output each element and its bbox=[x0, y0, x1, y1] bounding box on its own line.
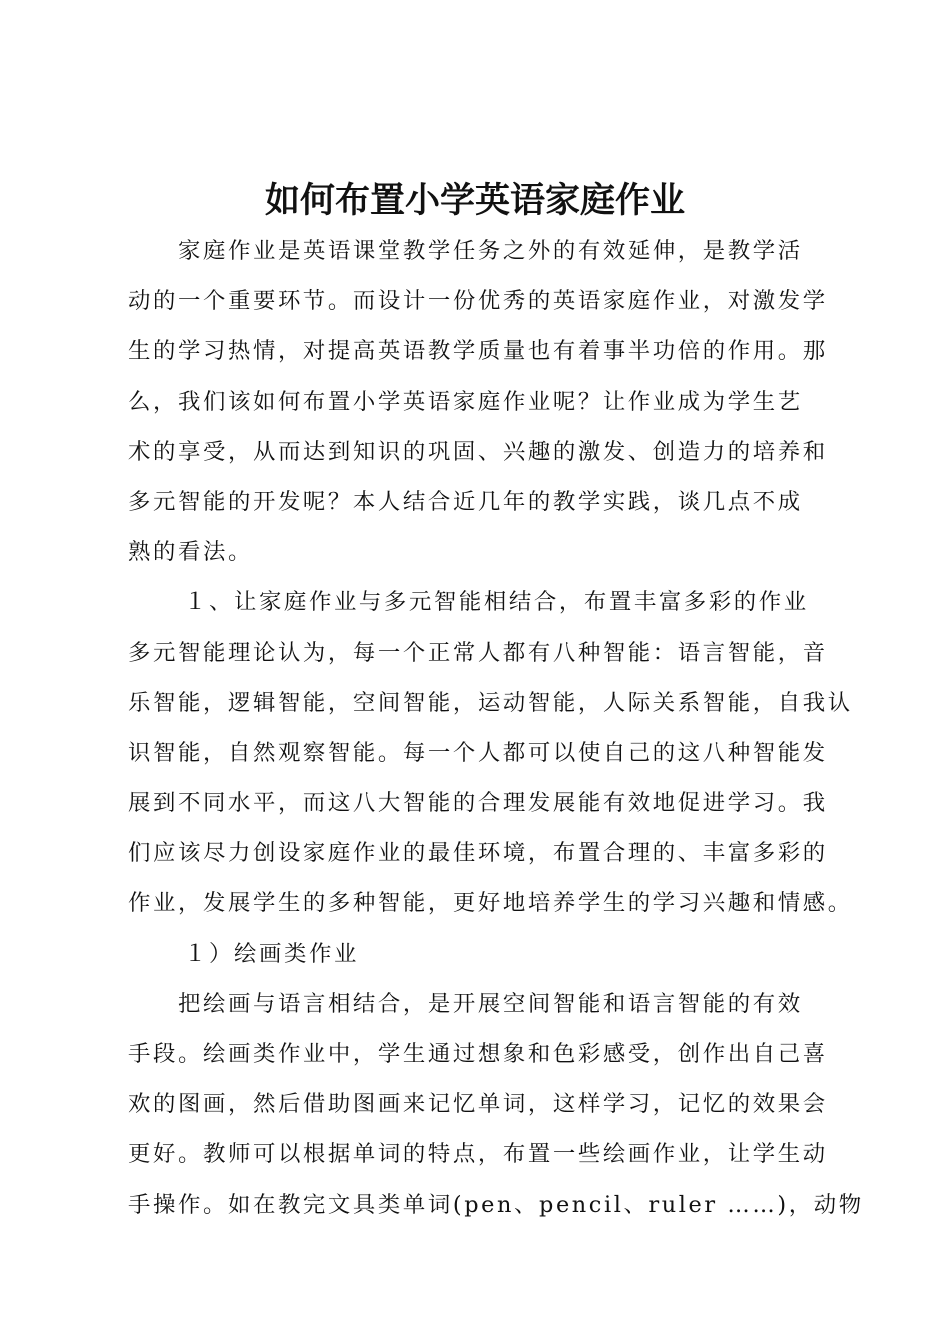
paragraph-line: 手操作。如在教完文具类单词(pen、pencil、ruler ……)，动物 bbox=[128, 1191, 864, 1218]
paragraph-line: 家庭作业是英语课堂教学任务之外的有效延伸，是教学活 bbox=[178, 238, 803, 264]
document-title: 如何布置小学英语家庭作业 bbox=[264, 180, 685, 221]
section-heading: １、让家庭作业与多元智能相结合，布置丰富多彩的作业 bbox=[184, 589, 809, 616]
paragraph-line: 更好。教师可以根据单词的特点，布置一些绘画作业，让学生动 bbox=[128, 1141, 828, 1168]
paragraph-line: 多元智能理论认为，每一个正常人都有八种智能：语言智能，音 bbox=[128, 639, 828, 666]
paragraph-line: 把绘画与语言相结合，是开展空间智能和语言智能的有效 bbox=[178, 990, 803, 1017]
subsection-heading: １）绘画类作业 bbox=[184, 940, 359, 967]
paragraph-line: 动的一个重要环节。而设计一份优秀的英语家庭作业，对激发学 bbox=[128, 288, 828, 315]
paragraph-line: 作业，发展学生的多种智能，更好地培养学生的学习兴趣和情感。 bbox=[128, 890, 853, 917]
paragraph-line: 们应该尽力创设家庭作业的最佳环境，布置合理的、丰富多彩的 bbox=[128, 840, 828, 867]
paragraph-line: 乐智能，逻辑智能，空间智能，运动智能，人际关系智能，自我认 bbox=[128, 689, 853, 716]
paragraph-line: 么，我们该如何布置小学英语家庭作业呢？让作业成为学生艺 bbox=[128, 388, 803, 415]
paragraph-line: 展到不同水平，而这八大智能的合理发展能有效地促进学习。我 bbox=[128, 790, 828, 817]
paragraph-line: 术的享受，从而达到知识的巩固、兴趣的激发、创造力的培养和 bbox=[128, 438, 828, 465]
paragraph-line: 多元智能的开发呢？本人结合近几年的教学实践，谈几点不成 bbox=[128, 488, 803, 515]
paragraph-line: 手段。绘画类作业中，学生通过想象和色彩感受，创作出自己喜 bbox=[128, 1041, 828, 1067]
paragraph-line: 欢的图画，然后借助图画来记忆单词，这样学习，记忆的效果会 bbox=[128, 1091, 828, 1118]
document-body bbox=[128, 226, 864, 1230]
paragraph-line: 生的学习热情，对提高英语教学质量也有着事半功倍的作用。那 bbox=[128, 338, 828, 365]
paragraph-line: 熟的看法。 bbox=[128, 539, 253, 566]
paragraph-line: 识智能，自然观察智能。每一个人都可以使自己的这八种智能发 bbox=[128, 739, 828, 766]
